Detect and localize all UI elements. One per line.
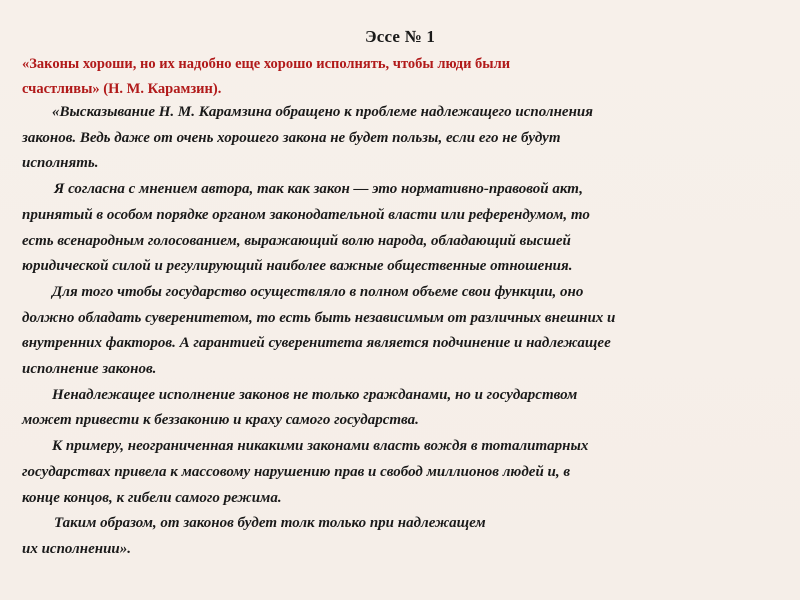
essay-line: принятый в особом порядке органом законодательной власти или референдумом, то xyxy=(22,206,590,223)
essay-line: Для того чтобы государство осуществляло в полном объеме свои функции, оно xyxy=(52,283,584,300)
essay-line: юридической силой и регулирующий наиболее важные общественные отношения. xyxy=(22,258,573,275)
essay-line: должно обладать суверенитетом, то есть быть независимым от различных внешних и xyxy=(22,309,616,326)
essay-line: есть всенародным голосованием, выражающий волю народа, обладающий высшей xyxy=(22,232,571,249)
essay-body xyxy=(22,100,782,563)
essay-line: конце концов, к гибели самого режима. xyxy=(22,489,282,506)
essay-line: исполнение законов. xyxy=(22,361,157,378)
essay-line: исполнять. xyxy=(22,155,99,172)
essay-line: может привести к беззаконию и краху самого государства. xyxy=(22,412,419,429)
essay-line: законов. Ведь даже от очень хорошего закона не будет пользы, если его не будут xyxy=(22,129,561,146)
essay-title: Эссе № 1 xyxy=(364,27,436,46)
essay-line: Я согласна с мнением автора, так как закон — это нормативно-правовой акт, xyxy=(54,181,584,198)
essay-line: государствах привела к массовому нарушению прав и свобод миллионов людей и, в xyxy=(22,463,571,480)
essay-line: внутренних факторов. А гарантией суверенитета является подчинение и надлежащее xyxy=(22,335,611,352)
essay-line: «Высказывание Н. М. Карамзина обращено к проблеме надлежащего исполнения xyxy=(52,104,593,120)
essay-line: Ненадлежащее исполнение законов не только гражданами, но и государством xyxy=(52,386,578,403)
quote-line: счастливы» (Н. М. Карамзин). xyxy=(22,81,222,97)
essay-line: их исполнении». xyxy=(22,540,132,557)
epigraph-quote xyxy=(22,52,762,102)
essay-line: Таким образом, от законов будет толк только при надлежащем xyxy=(54,515,486,532)
essay-line: К примеру, неограниченная никакими законами власть вождя в тоталитарных xyxy=(52,438,589,455)
quote-line: «Законы хороши, но их надобно еще хорошо исполнять, чтобы люди были xyxy=(22,56,511,72)
